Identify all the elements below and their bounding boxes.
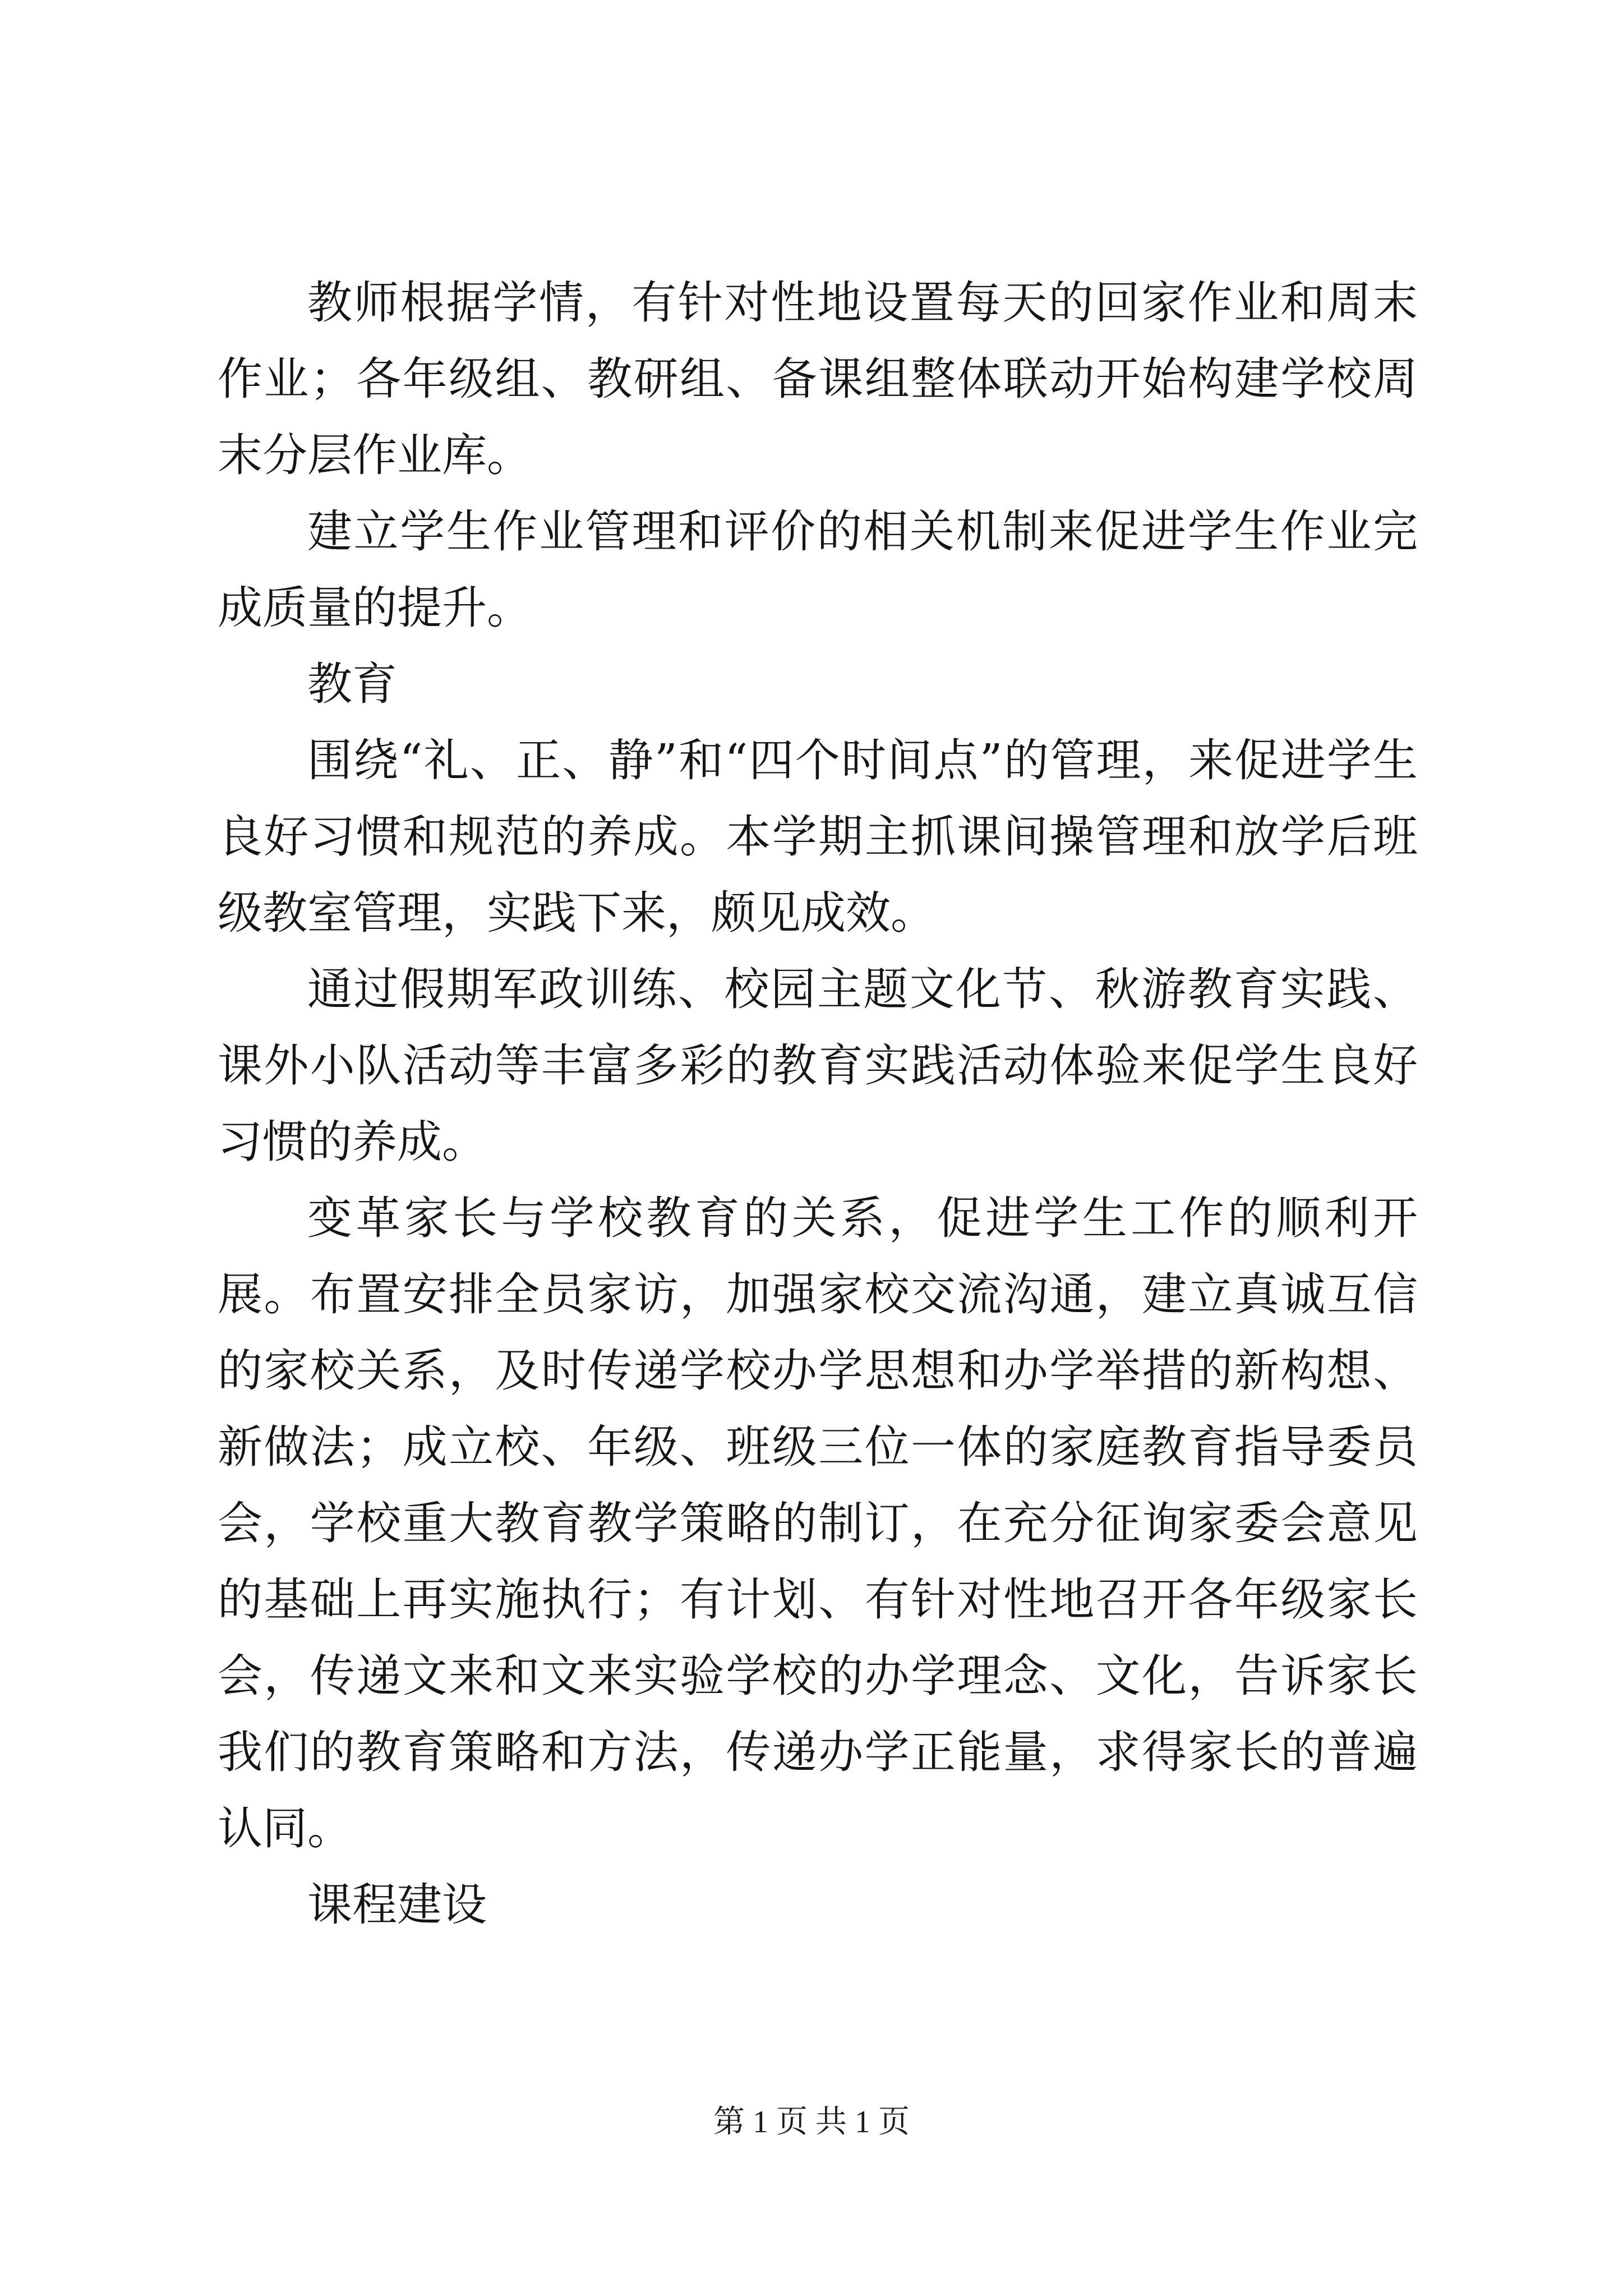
- paragraph-homework: 教师根据学情，有针对性地设置每天的回家作业和周末作业；各年级组、教研组、备课组整体联动开始构建学校周末分层作业库。: [218, 277, 1418, 481]
- page-number-footer: 第 1 页 共 1 页: [713, 2105, 910, 2139]
- section-heading-curriculum: 课程建设: [307, 1879, 487, 1931]
- paragraph-habits: 围绕“礼、正、静”和“四个时间点”的管理，来促进学生良好习惯和规范的养成。本学期主抓课间操管理和放学后班级教室管理，实践下来，颇见成效。: [218, 734, 1418, 939]
- paragraph-activities: 通过假期军政训练、校园主题文化节、秋游教育实践、课外小队活动等丰富多彩的教育实践活动体验来促学生良好习惯的养成。: [218, 963, 1418, 1168]
- section-heading-education: 教育: [307, 658, 397, 710]
- paragraph-evaluation: 建立学生作业管理和评价的相关机制来促进学生作业完成质量的提升。: [218, 505, 1418, 634]
- document-body: [218, 265, 1418, 1943]
- paragraph-parents: 变革家长与学校教育的关系，促进学生工作的顺利开展。布置安排全员家访，加强家校交流沟通，建立真诚互信的家校关系，及时传递学校办学思想和办学举措的新构想、新做法；成立校、年级、班级三位一体的家庭教育指导委员会，学校重大教育教学策略的制订，在充分征询家委会意见的基础上再实施执行；有计划、有针对性地召开各年级家长会，传递文来和文来实验学校的办学理念、文化，告诉家长我们的教育策略和方法，传递办学正能量，求得家长的普遍认同。: [218, 1192, 1418, 1855]
